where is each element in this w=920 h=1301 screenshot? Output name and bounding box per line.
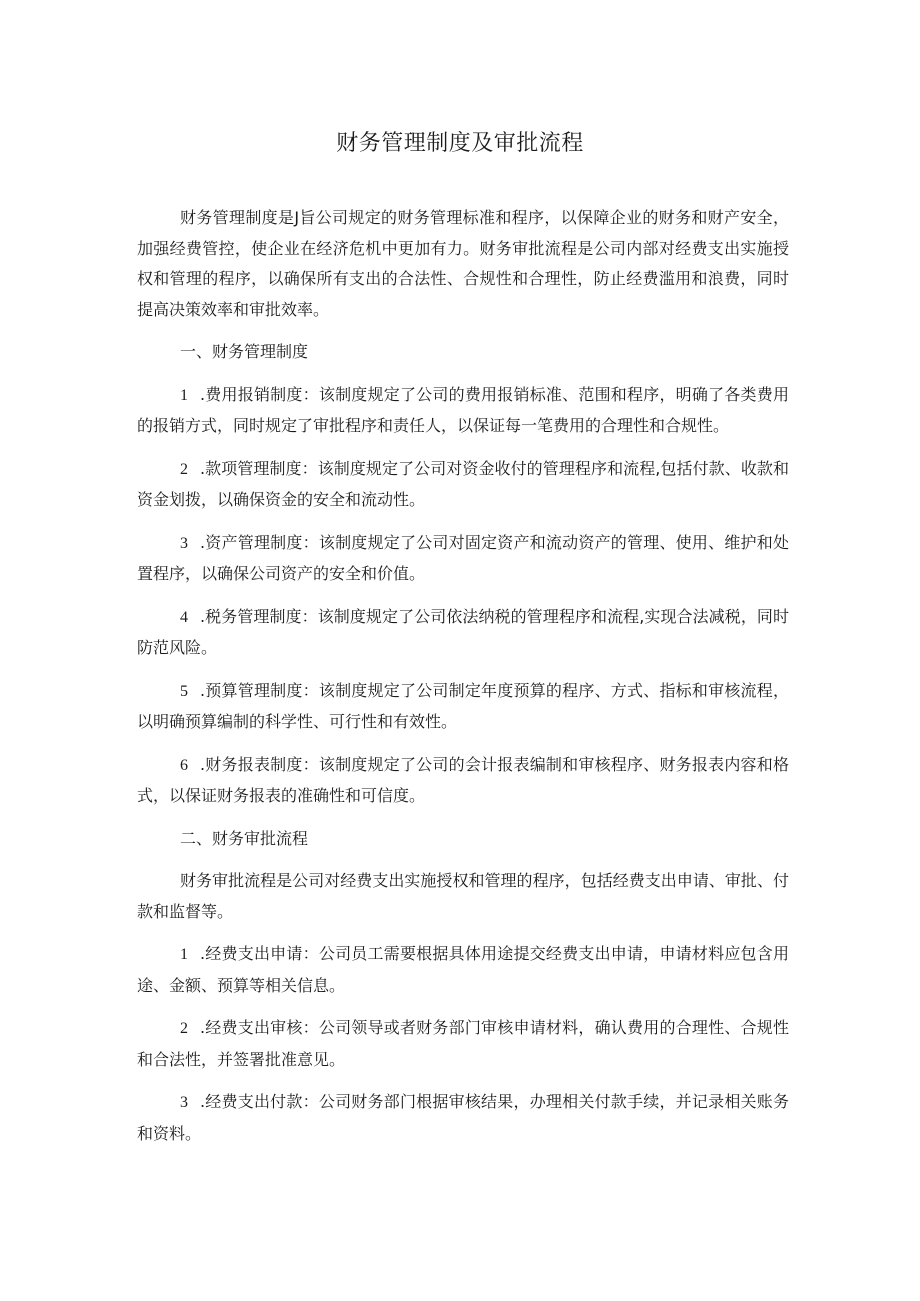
item-text: .资产管理制度：该制度规定了公司对固定资产和流动资产的管理、使用、维护和处置程序，以确保公司资产的安全和价值。 [137, 532, 789, 583]
section-heading-approval: 二、财务审批流程 [180, 828, 309, 848]
document-title: 财务管理制度及审批流程 [336, 131, 584, 156]
item-number: 6 [180, 756, 188, 774]
list-item [137, 602, 789, 664]
item-number: 4 [180, 608, 188, 626]
item-text: .财务报表制度：该制度规定了公司的会计报表编制和审核程序、财务报表内容和格式，以保证财务报表的准确性和可信度。 [137, 754, 789, 805]
list-item [137, 676, 789, 738]
item-number: 2 [180, 1020, 188, 1037]
item-text: .经费支出付款：公司财务部门根据审核结果，办理相关付款手续，并记录相关账务和资料。 [137, 1092, 789, 1143]
list-item [137, 1087, 789, 1149]
item-text: .经费支出申请：公司员工需要根据具体用途提交经费支出申请，申请材料应包含用途、金额、预算等相关信息。 [137, 944, 789, 995]
item-text: .经费支出审核：公司领导或者财务部门审核申请材料，确认费用的合理性、合规性和合法性，并签署批准意见。 [137, 1018, 789, 1069]
item-text: .费用报销制度：该制度规定了公司的费用报销标准、范围和程序，明确了各类费用的报销方式，同时规定了审批程序和责任人，以保证每一笔费用的合理性和合规性。 [137, 384, 789, 435]
document-body [137, 203, 789, 1161]
approval-intro-paragraph: 财务审批流程是公司对经费支出实施授权和管理的程序，包括经费支出申请、审批、付款和监督等。 [137, 871, 789, 921]
list-item [137, 750, 789, 812]
item-text: .税务管理制度：该制度规定了公司依法纳税的管理程序和流程,实现合法减税，同时防范风险。 [137, 606, 789, 657]
item-text: .款项管理制度：该制度规定了公司对资金收付的管理程序和流程,包括付款、收款和资金划拨，以确保资金的安全和流动性。 [137, 458, 789, 509]
section-heading-management: 一、财务管理制度 [180, 342, 309, 361]
item-number: 1 [180, 386, 188, 404]
item-text: .预算管理制度：该制度规定了公司制定年度预算的程序、方式、指标和审核流程，以明确预算编制的科学性、可行性和有效性。 [137, 680, 789, 731]
list-item [137, 528, 789, 590]
list-item [137, 454, 789, 516]
list-item [137, 1013, 789, 1075]
item-number: 1 [180, 946, 188, 963]
item-number: 3 [180, 534, 188, 552]
list-item [137, 939, 789, 1001]
list-item [137, 380, 789, 442]
intro-paragraph: 财务管理制度是J旨公司规定的财务管理标准和程序，以保障企业的财务和财产安全，加强经费管控，使企业在经济危机中更加有力。财务审批流程是公司内部对经费支出实施授权和管理的程序，以确保所有支出的合法性、合规性和合理性，防止经费滥用和浪费，同时提高决策效率和审批效率。 [137, 208, 789, 319]
item-number: 2 [180, 460, 188, 478]
item-number: 3 [180, 1094, 188, 1111]
item-number: 5 [180, 682, 188, 700]
